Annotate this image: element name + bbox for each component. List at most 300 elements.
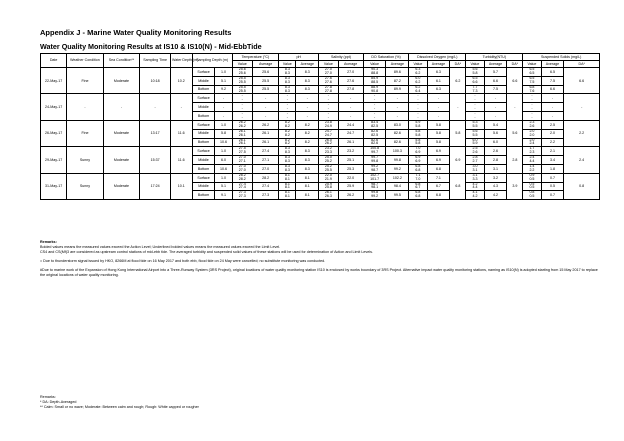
cell-turbidity-avg: 6.6 xyxy=(484,76,507,85)
value: 8.3 xyxy=(284,70,290,75)
cell-temperature-avg: - xyxy=(253,112,279,121)
value: 27.4 xyxy=(238,185,246,190)
cell-sampling-depth: 10.6 xyxy=(215,138,232,147)
header-dissolved-oxygen: Dissolved Oxygen (mg/L) xyxy=(409,54,466,61)
cell-temperature-avg: 27.3 xyxy=(253,191,279,200)
cell-turbidity-avg: 7.5 xyxy=(484,85,507,94)
value: - xyxy=(531,102,533,107)
cell-salinity-avg: 25.1 xyxy=(338,156,363,165)
cell-ph xyxy=(279,191,296,200)
cell-salinity-avg: 26.1 xyxy=(338,138,363,147)
header-water-depth: Water Depth (m) xyxy=(170,54,192,68)
value: - xyxy=(531,93,533,98)
cell-sampling-depth: 5.1 xyxy=(215,182,232,191)
value: 7.3 xyxy=(472,88,478,93)
value: 22.0 xyxy=(324,172,332,177)
cell-turbidity-avg: 6.0 xyxy=(484,138,507,147)
value: 8.3 xyxy=(284,155,290,160)
value: 6.2 xyxy=(415,70,421,75)
cell-do-da: 6.9 xyxy=(450,147,466,173)
cell-salinity-avg: - xyxy=(338,112,363,121)
cell-temperature-avg: 26.1 xyxy=(253,129,279,138)
cell-ph-avg: - xyxy=(296,103,319,112)
cell-sampling-depth: - xyxy=(215,112,232,121)
subheader-value: Value xyxy=(523,61,541,68)
cell-suspended-solids-avg: - xyxy=(541,103,564,112)
value: 2.8 xyxy=(472,155,478,160)
value: 2.0 xyxy=(529,132,535,137)
cell-date: 26-May-17 xyxy=(41,120,67,146)
cell-suspended-solids-avg: - xyxy=(541,94,564,103)
value: - xyxy=(286,93,288,98)
value: 5.8 xyxy=(415,141,421,146)
subheader-value: Value xyxy=(232,61,253,68)
value: - xyxy=(241,102,243,107)
value: 5.8 xyxy=(415,137,421,142)
cell-suspended-solids-avg: - xyxy=(541,112,564,121)
cell-temperature-avg: 28.2 xyxy=(253,173,279,182)
header-turbidity: Turbidity(NTU) xyxy=(466,54,523,61)
value: 25.5 xyxy=(324,167,332,172)
cell-weather: Fine xyxy=(67,120,103,146)
value: 3.0 xyxy=(472,163,478,168)
cell-ph-avg: 8.3 xyxy=(296,147,319,156)
cell-do-saturation-avg: - xyxy=(386,103,409,112)
header-date: Date xyxy=(41,54,67,68)
value: - xyxy=(531,97,533,102)
value: 27.0 xyxy=(238,167,246,172)
header-temperature: Temperature (°C) xyxy=(232,54,279,61)
value: - xyxy=(286,102,288,107)
value: - xyxy=(286,106,288,111)
cell-do-saturation-avg: 82.6 xyxy=(386,129,409,138)
cell-temperature-avg: 27.1 xyxy=(253,156,279,165)
cell-ph-avg: 8.1 xyxy=(296,173,319,182)
value: - xyxy=(373,111,376,116)
cell-date: 29-May-17 xyxy=(41,147,67,173)
value: 2.6 xyxy=(529,123,535,128)
cell-sampling-depth: 6.0 xyxy=(215,156,232,165)
cell-do-da: 5.8 xyxy=(450,120,466,146)
cell-salinity-avg: 27.0 xyxy=(338,68,363,77)
cell-turbidity-avg: 2.6 xyxy=(484,147,507,156)
cell-time: 17:24 xyxy=(140,173,171,199)
value: 26.1 xyxy=(238,141,246,146)
value: 1.4 xyxy=(529,163,535,168)
value: 26.1 xyxy=(238,132,246,137)
value: - xyxy=(373,93,376,98)
value: 2.4 xyxy=(529,155,535,160)
value: 26.1 xyxy=(324,190,332,195)
value: 2.3 xyxy=(529,119,535,124)
value: 5.8 xyxy=(472,70,478,75)
cell-salinity-avg: 25.9 xyxy=(338,182,363,191)
cell-turbidity-avg: 2.8 xyxy=(484,156,507,165)
cell-date: 31-May-17 xyxy=(41,173,67,199)
cell-ph-avg: 8.3 xyxy=(296,164,319,173)
cell-sampling-depth: 1.0 xyxy=(215,120,232,129)
cell-salinity-avg: 27.8 xyxy=(338,85,363,94)
cell-dissolved-oxygen-avg: 5.8 xyxy=(427,120,450,129)
value: 23.8 xyxy=(324,119,332,124)
value: - xyxy=(373,97,376,102)
value: 27.8 xyxy=(324,88,332,93)
value: 26.3 xyxy=(324,194,332,199)
value: 8.1 xyxy=(284,190,290,195)
value: 85.9 xyxy=(371,75,379,80)
cell-sampling-depth: 9.1 xyxy=(215,191,232,200)
subheader-average: Average xyxy=(296,61,319,68)
value: 5.3 xyxy=(472,119,478,124)
cell-weather: Sunny xyxy=(67,173,103,199)
cell-level: Middle xyxy=(192,129,215,138)
value: 6.6 xyxy=(472,79,478,84)
subheader-da: DA* xyxy=(564,61,600,68)
value: 99.8 xyxy=(371,190,379,195)
header-sea: Sea Condition** xyxy=(103,54,139,68)
cell-salinity xyxy=(319,191,338,200)
cell-weather: Fine xyxy=(67,68,103,94)
cell-salinity-avg: 27.6 xyxy=(338,76,363,85)
value: 7.0 xyxy=(415,176,421,181)
value: 7.6 xyxy=(529,88,535,93)
cell-suspended-solids-avg: 1.8 xyxy=(541,164,564,173)
value: - xyxy=(286,111,288,116)
subheader-da: DA* xyxy=(507,61,523,68)
remarks-line: = Due to thunderstorm signal issued by HKO, 8266M at flood tide on 16 May 2017 and both ebb, flood tide on 24 May were cancelled; no substitute monitoring was conducted. xyxy=(40,259,326,263)
value: 6.8 xyxy=(529,84,535,89)
value: - xyxy=(474,102,476,107)
value: 2.6 xyxy=(472,150,478,155)
cell-level: Bottom xyxy=(192,112,215,121)
cell-level: Surface xyxy=(192,147,215,156)
cell-temperature-avg: 25.5 xyxy=(253,76,279,85)
value: 4.4 xyxy=(472,185,478,190)
cell-level: Surface xyxy=(192,68,215,77)
value: 8.3 xyxy=(284,67,290,71)
value: - xyxy=(417,97,419,102)
cell-turbidity-da: 6.6 xyxy=(507,68,523,94)
cell-level: Bottom xyxy=(192,85,215,94)
value: - xyxy=(327,93,329,98)
cell-suspended-solids-avg: 0.7 xyxy=(541,191,564,200)
cell-suspended-solids-avg: 2.0 xyxy=(541,129,564,138)
cell-dissolved-oxygen-avg: 6.9 xyxy=(427,147,450,156)
header-ph: pH xyxy=(279,54,319,61)
cell-ph-avg: 8.3 xyxy=(296,156,319,165)
value: 88.5 xyxy=(371,79,379,84)
cell-temperature-avg: 27.4 xyxy=(253,147,279,156)
value: - xyxy=(417,93,419,98)
value: 5.6 xyxy=(472,128,478,133)
cell-sampling-depth: 9.2 xyxy=(215,85,232,94)
value: - xyxy=(373,114,376,119)
header-suspended-solids: Suspended Solids (mg/L) xyxy=(523,54,600,61)
value: 25.5 xyxy=(238,88,246,93)
value: 26.2 xyxy=(238,123,246,128)
cell-turbidity-avg: - xyxy=(484,112,507,121)
value: 24.7 xyxy=(324,132,332,137)
value: 27.0 xyxy=(238,163,246,168)
value: 27.5 xyxy=(238,150,246,155)
value: 6.8 xyxy=(415,181,421,186)
remarks-heading: Remarks: xyxy=(40,240,57,244)
value: 4.1 xyxy=(472,190,478,195)
value: 8.1 xyxy=(284,194,290,199)
value: 25.6 xyxy=(238,70,246,75)
cell-level: Surface xyxy=(192,173,215,182)
value: 8.2 xyxy=(284,128,290,133)
value: - xyxy=(474,106,476,111)
cell-dissolved-oxygen xyxy=(409,191,427,200)
value: 25.2 xyxy=(324,163,332,168)
value: 27.6 xyxy=(324,79,332,84)
value: 4.4 xyxy=(529,159,535,164)
cell-do-saturation-avg: 98.4 xyxy=(386,182,409,191)
appendix-title: Appendix J - Marine Water Quality Monitoring Results xyxy=(40,28,232,37)
value: 6.2 xyxy=(415,79,421,84)
subheader-value: Value xyxy=(363,61,386,68)
cell-suspended-solids-avg: 6.6 xyxy=(541,85,564,94)
cell-ph-avg: - xyxy=(296,94,319,103)
cell-ph-avg: 8.2 xyxy=(296,138,319,147)
cell-do-saturation-avg: 99.5 xyxy=(386,191,409,200)
cell-salinity-avg: 23.2 xyxy=(338,147,363,156)
value: 3.1 xyxy=(472,172,478,177)
value: - xyxy=(286,97,288,102)
cell-suspended-solids xyxy=(523,191,541,200)
value: 88.8 xyxy=(371,70,379,75)
cell-water-depth: 10.1 xyxy=(170,173,192,199)
value: - xyxy=(327,97,329,102)
cell-time: 15:37 xyxy=(140,147,171,173)
cell-ph-avg: 8.3 xyxy=(296,68,319,77)
cell-suspended-solids-avg: 6.5 xyxy=(541,68,564,77)
value: 26.1 xyxy=(238,137,246,142)
cell-do-saturation-avg: 102.2 xyxy=(386,173,409,182)
cell-sea: Moderate xyxy=(103,173,139,199)
subheader-da: DA* xyxy=(450,61,466,68)
remarks-line: #Due to marine work of the Expansion of Hong Kong International Airport into a Three-Runway System (3RS Project), original locations of water quality monitoring station IS10 is enclosed by works boundary of 3RS Project. Alternative impact water quality monitoring stations, naming as IS10(N) is adopted starting from 15 May 2017 to replace the original locations of water quality monitoring. xyxy=(40,268,598,277)
cell-suspended-solids-avg: 2.5 xyxy=(541,120,564,129)
value: 2.7 xyxy=(472,159,478,164)
value: 4.2 xyxy=(472,181,478,186)
cell-level: Bottom xyxy=(192,164,215,173)
cell-turbidity-avg: 3.2 xyxy=(484,173,507,182)
cell-suspended-solids-avg: 7.5 xyxy=(541,76,564,85)
value: - xyxy=(241,111,243,116)
cell-dissolved-oxygen-avg: 6.3 xyxy=(427,68,450,77)
value: 3.1 xyxy=(472,167,478,172)
cell-turbidity-avg: 4.3 xyxy=(484,182,507,191)
value: 26.2 xyxy=(324,141,332,146)
value: - xyxy=(241,106,243,111)
subheader-average: Average xyxy=(541,61,564,68)
cell-sampling-depth: 5.8 xyxy=(215,129,232,138)
value: 6.5 xyxy=(529,67,535,71)
value: 6.9 xyxy=(415,150,421,155)
value: 8.3 xyxy=(284,163,290,168)
cell-do-saturation-avg: 100.3 xyxy=(386,147,409,156)
cell-temperature-avg: - xyxy=(253,94,279,103)
value: 5.8 xyxy=(415,123,421,128)
cell-dissolved-oxygen-avg: 6.1 xyxy=(427,76,450,85)
value: 2.3 xyxy=(529,150,535,155)
cell-date: 24-May-17 xyxy=(41,94,67,120)
cell-dissolved-oxygen-avg: 6.8 xyxy=(427,164,450,173)
value: 8.3 xyxy=(284,159,290,164)
cell-weather: Sunny xyxy=(67,147,103,173)
value: 8.2 xyxy=(284,137,290,142)
cell-water-depth: - xyxy=(170,94,192,120)
cell-ph-avg: 8.3 xyxy=(296,76,319,85)
header-sampling-time: Sampling Time xyxy=(140,54,171,68)
header-weather: Weather Condition xyxy=(67,54,103,68)
cell-temperature-avg: 26.2 xyxy=(253,120,279,129)
value: 2.0 xyxy=(529,128,535,133)
value: 28.2 xyxy=(238,172,246,177)
cell-do-da: - xyxy=(450,94,466,120)
subheader-average: Average xyxy=(253,61,279,68)
value: 2.4 xyxy=(529,141,535,146)
cell-do-saturation-avg: 99.8 xyxy=(386,156,409,165)
value: - xyxy=(327,111,329,116)
value: 7.5 xyxy=(529,79,535,84)
value: 25.8 xyxy=(324,185,332,190)
value: 8.2 xyxy=(284,123,290,128)
value: 7.7 xyxy=(472,84,478,89)
value: 25.5 xyxy=(238,79,246,84)
cell-do-saturation-avg: 89.6 xyxy=(386,68,409,77)
cell-sampling-depth: 1.0 xyxy=(215,147,232,156)
value: - xyxy=(373,106,376,111)
value: 5.5 xyxy=(472,123,478,128)
cell-do-saturation-avg: 89.9 xyxy=(386,85,409,94)
cell-ph-avg: 8.3 xyxy=(296,85,319,94)
cell-water-depth: 11.6 xyxy=(170,120,192,146)
cell-suspended-solids-da: 2.2 xyxy=(564,120,600,146)
cell-weather: - xyxy=(67,94,103,120)
value: 98.7 xyxy=(371,167,379,172)
subheader-average: Average xyxy=(338,61,363,68)
cell-suspended-solids-da: - xyxy=(564,94,600,120)
cell-sampling-depth: 1.0 xyxy=(215,68,232,77)
value: - xyxy=(417,114,419,119)
water-quality-table xyxy=(40,53,600,200)
cell-dissolved-oxygen-avg: 6.8 xyxy=(427,191,450,200)
cell-do-saturation-avg: - xyxy=(386,112,409,121)
value: 2.2 xyxy=(529,167,535,172)
value: 99.7 xyxy=(371,155,379,160)
cell-sampling-depth: - xyxy=(215,94,232,103)
value: - xyxy=(474,93,476,98)
value: 90.3 xyxy=(371,67,379,71)
cell-suspended-solids-da: 6.6 xyxy=(564,68,600,94)
value: 6.9 xyxy=(415,155,421,160)
value: 8.1 xyxy=(284,176,290,181)
cell-do-da: 6.8 xyxy=(450,173,466,199)
value: 27.0 xyxy=(324,67,332,71)
cell-sea: Moderate xyxy=(103,147,139,173)
cell-sampling-depth: 5.1 xyxy=(215,76,232,85)
cell-dissolved-oxygen-avg: - xyxy=(427,103,450,112)
value: 6.5 xyxy=(529,70,535,75)
value: - xyxy=(417,102,419,107)
value: 82.6 xyxy=(371,141,379,146)
value: 8.2 xyxy=(284,141,290,146)
remarks-footnotes xyxy=(40,395,600,409)
value: - xyxy=(417,106,419,111)
cell-level: Middle xyxy=(192,76,215,85)
subheader-value: Value xyxy=(319,61,338,68)
value: 5.9 xyxy=(472,141,478,146)
value: 26.1 xyxy=(238,128,246,133)
cell-level: Bottom xyxy=(192,138,215,147)
footnote-sea: ** Calm: Small or no wave; Moderate: Between calm and rough; Rough: White capped or rougher xyxy=(40,404,199,409)
cell-temperature-avg: 25.6 xyxy=(253,68,279,77)
cell-turbidity-avg: 3.1 xyxy=(484,164,507,173)
value: 82.5 xyxy=(371,123,379,128)
value: - xyxy=(474,114,476,119)
cell-dissolved-oxygen-avg: 6.7 xyxy=(427,182,450,191)
cell-turbidity-avg: - xyxy=(484,94,507,103)
value: 6.8 xyxy=(415,194,421,199)
cell-suspended-solids-avg: 2.1 xyxy=(541,147,564,156)
value: 0.9 xyxy=(529,172,535,177)
value: - xyxy=(327,102,329,107)
value: 8.3 xyxy=(284,167,290,172)
cell-turbidity-da: 3.9 xyxy=(507,173,523,199)
value: 99.2 xyxy=(371,194,379,199)
subheader-value: Value xyxy=(279,61,296,68)
value: - xyxy=(286,114,288,119)
value: 25.9 xyxy=(324,181,332,186)
value: - xyxy=(474,97,476,102)
cell-sampling-depth: 10.6 xyxy=(215,164,232,173)
cell-level: Middle xyxy=(192,103,215,112)
value: 99.7 xyxy=(371,150,379,155)
value: 8.1 xyxy=(284,172,290,177)
cell-ph-avg: 8.2 xyxy=(296,129,319,138)
value: 27.3 xyxy=(238,194,246,199)
value: 6.4 xyxy=(415,88,421,93)
cell-salinity-avg: 26.2 xyxy=(338,191,363,200)
value: 100.8 xyxy=(370,146,380,151)
cell-turbidity xyxy=(466,191,484,200)
cell-time: 10:18 xyxy=(140,68,171,94)
cell-temperature-avg: 27.0 xyxy=(253,164,279,173)
cell-turbidity-da: - xyxy=(507,94,523,120)
value: - xyxy=(474,111,476,116)
value: 6.8 xyxy=(415,190,421,195)
cell-salinity-avg: 25.3 xyxy=(338,164,363,173)
cell-turbidity-da: 5.6 xyxy=(507,120,523,146)
cell-level: Surface xyxy=(192,94,215,103)
cell-turbidity-avg: 4.2 xyxy=(484,191,507,200)
cell-level: Middle xyxy=(192,156,215,165)
value: 0.8 xyxy=(529,190,535,195)
cell-turbidity-avg: - xyxy=(484,103,507,112)
cell-time: - xyxy=(140,94,171,120)
value: 8.3 xyxy=(284,88,290,93)
value: 8.3 xyxy=(284,84,290,89)
value: 25.5 xyxy=(238,75,246,80)
footnote-da: * DA: Depth-Averaged xyxy=(40,399,77,404)
cell-ph-avg: 8.2 xyxy=(296,120,319,129)
value: 24.9 xyxy=(324,123,332,128)
cell-dissolved-oxygen-avg: - xyxy=(427,94,450,103)
cell-salinity-avg: 22.0 xyxy=(338,173,363,182)
